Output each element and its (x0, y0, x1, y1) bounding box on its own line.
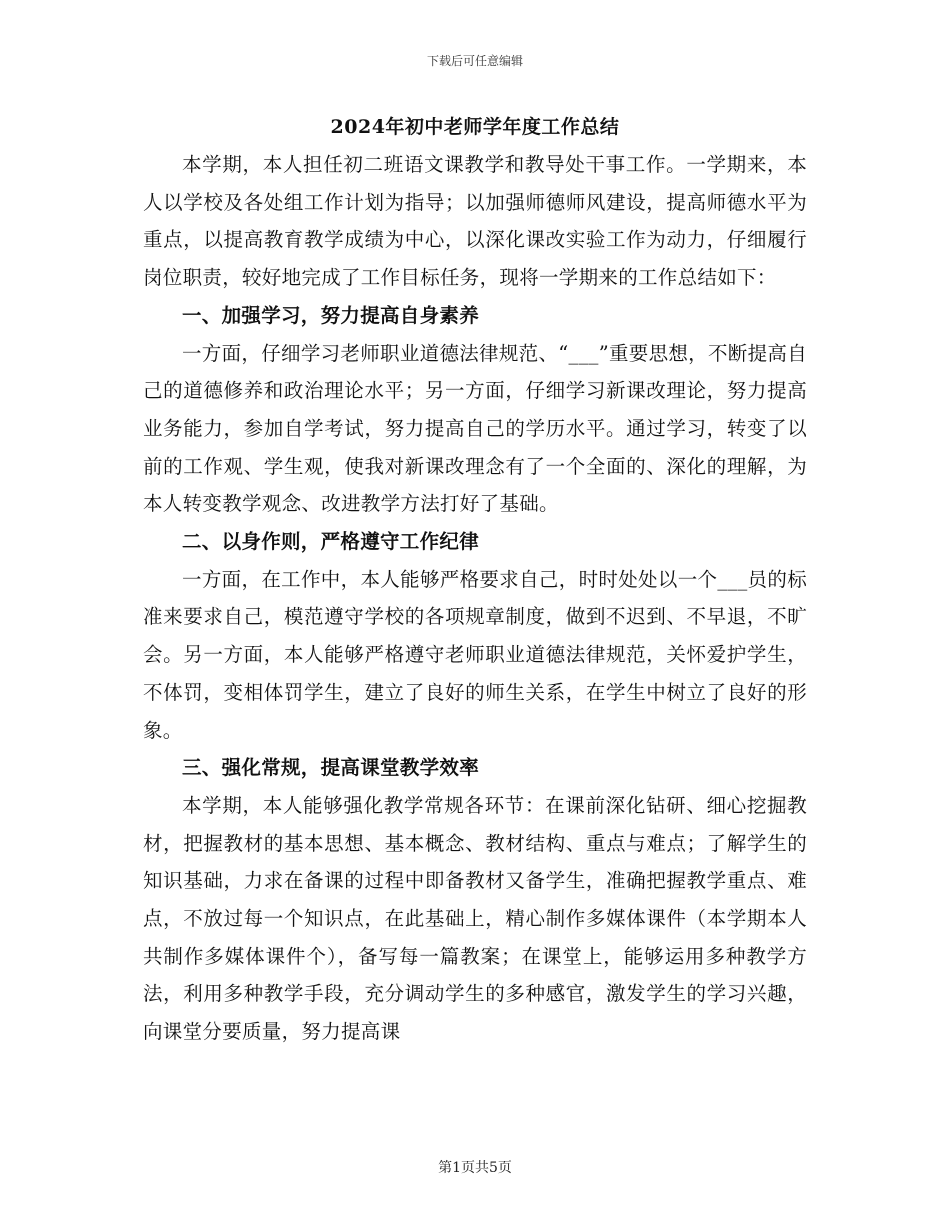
section-heading-1: 一、加强学习，努力提高自身素养 (182, 303, 480, 327)
page-footer: 第1页共5页 (438, 1160, 512, 1176)
section-body-2: 一方面，在工作中，本人能够严格要求自己，时时处处以一个___员的标准来要求自己，模范遵守学校的各项规章制度，做到不迟到、不早退，不旷会。另一方面，本人能够严格遵守老师职业道德法律规范，关怀爱护学生，不体罚，变相体罚学生，建立了良好的师生关系，在学生中树立了良好的形象。 (143, 567, 807, 742)
section-heading-3: 三、强化常规，提高课堂教学效率 (182, 756, 480, 780)
document-body (143, 108, 807, 1051)
document-title: 2024年初中老师学年度工作总结 (330, 116, 620, 138)
section-heading-2: 二、以身作则，严格遵守工作纪律 (182, 530, 480, 554)
intro-paragraph: 本学期，本人担任初二班语文课教学和教导处干事工作。一学期来，本人以学校及各处组工作计划为指导；以加强师德师风建设，提高师德水平为重点，以提高教育教学成绩为中心，以深化课改实验工作为动力，仔细履行岗位职责，较好地完成了工作目标任务，现将一学期来的工作总结如下： (143, 153, 807, 290)
page-header: 下载后可任意编辑 (426, 54, 523, 68)
section-body-1: 一方面，仔细学习老师职业道德法律规范、“___”重要思想，不断提高自己的道德修养和政治理论水平；另一方面，仔细学习新课改理论，努力提高业务能力，参加自学考试，努力提高自己的学历水平。通过学习，转变了以前的工作观、学生观，使我对新课改理念有了一个全面的、深化的理解，为本人转变教学观念、改进教学方法打好了基础。 (143, 341, 807, 516)
section-body-3: 本学期，本人能够强化教学常规各环节：在课前深化钻研、细心挖掘教材，把握教材的基本思想、基本概念、教材结构、重点与难点；了解学生的知识基础，力求在备课的过程中即备教材又备学生，准确把握教学重点、难点，不放过每一个知识点，在此基础上，精心制作多媒体课件（本学期本人共制作多媒体课件个），备写每一篇教案；在课堂上，能够运用多种教学方法，利用多种教学手段，充分调动学生的多种感官，激发学生的学习兴趣，向课堂分要质量，努力提高课 (143, 793, 807, 1044)
